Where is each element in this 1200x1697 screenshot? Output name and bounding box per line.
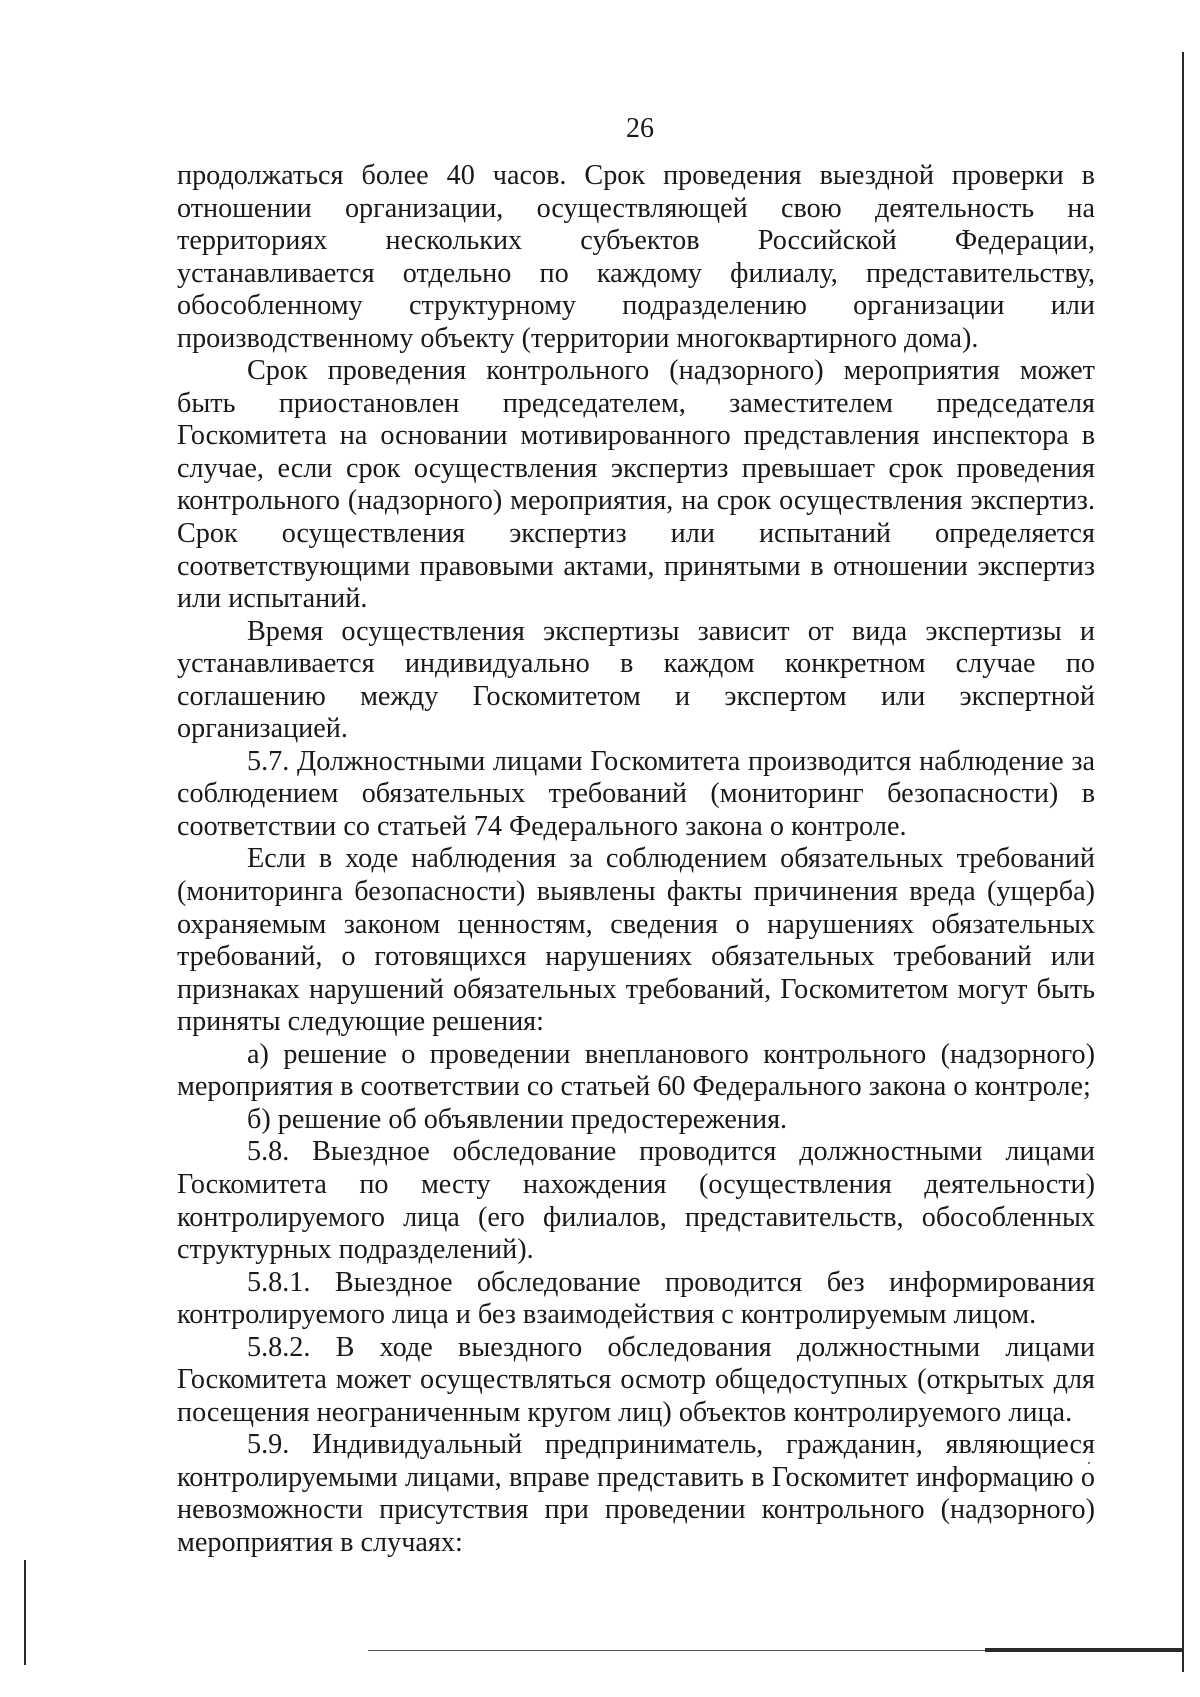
- paragraph-decision-b: б) решение об объявлении предостережения.: [247, 1103, 788, 1135]
- scan-edge-bottom-thin: [368, 1650, 988, 1651]
- paragraph-decision-a: а) решение о проведении внепланового контрольного (надзорного) мероприятия в соответствии со статьей 60 Федерального закона о контроле;: [177, 1038, 1095, 1103]
- document-body: [177, 160, 1095, 1560]
- paragraph-5-8-2: 5.8.2. В ходе выездного обследования должностными лицами Госкомитета может осуществляться осмотр общедоступных (открытых для посещения неограниченным кругом лиц) объектов контролируемого лица.: [177, 1331, 1095, 1428]
- paragraph-monitoring-findings: Если в ходе наблюдения за соблюдением обязательных требований (мониторинга безопасности) выявлены факты причинения вреда (ущерба) охраняемым законом ценностям, сведения о нарушениях обязательных требований, о готовящихся нарушениях обязательных требований или признаках нарушений обязательных требований, Госкомитетом могут быть приняты следующие решения:: [177, 843, 1095, 1038]
- paragraph-5-9: 5.9. Индивидуальный предприниматель, гражданин, являющиеся контролируемыми лицами, вправе представить в Госкомитет информацию о невозможности присутствия при проведении контрольного (надзорного) мероприятия в случаях:: [177, 1429, 1095, 1558]
- scan-edge-left: [24, 1560, 26, 1665]
- scan-edge-right: [1182, 52, 1184, 1672]
- paragraph-5-7: 5.7. Должностными лицами Госкомитета производится наблюдение за соблюдением обязательных требований (мониторинг безопасности) в соответствии со статьей 74 Федерального закона о контроле.: [177, 745, 1095, 842]
- scan-edge-bottom-thick: [985, 1648, 1183, 1652]
- paragraph-5-8: 5.8. Выездное обследование проводится должностными лицами Госкомитета по месту нахождения (осуществления деятельности) контролируемого лица (его филиалов, представительств, обособленных структурных подразделений).: [177, 1136, 1095, 1266]
- paragraph-continuation: продолжаться более 40 часов. Срок проведения выездной проверки в отношении организации, осуществляющей свою деятельность на территориях нескольких субъектов Российской Федерации, устанавливается отдельно по каждому филиалу, представительству, обособленному структурному подразделению организации или производственному объекту (территории многоквартирного дома).: [177, 160, 1095, 354]
- page-number: 26: [626, 113, 654, 144]
- paragraph-5-8-1: 5.8.1. Выездное обследование проводится без информирования контролируемого лица и без взаимодействия с контролируемым лицом.: [177, 1266, 1095, 1331]
- paragraph-expertise-time: Время осуществления экспертизы зависит от вида экспертизы и устанавливается индивидуально в каждом конкретном случае по соглашению между Госкомитетом и экспертом или экспертной организацией.: [177, 615, 1095, 745]
- paragraph-suspension-term: Срок проведения контрольного (надзорного) мероприятия может быть приостановлен председателем, заместителем председателя Госкомитета на основании мотивированного представления инспектора в случае, если срок осуществления экспертиз превышает срок проведения контрольного (надзорного) мероприятия, на срок осуществления экспертиз. Срок осуществления экспертиз или испытаний определяется соответствующими правовыми актами, принятыми в отношении экспертиз или испытаний.: [177, 355, 1095, 615]
